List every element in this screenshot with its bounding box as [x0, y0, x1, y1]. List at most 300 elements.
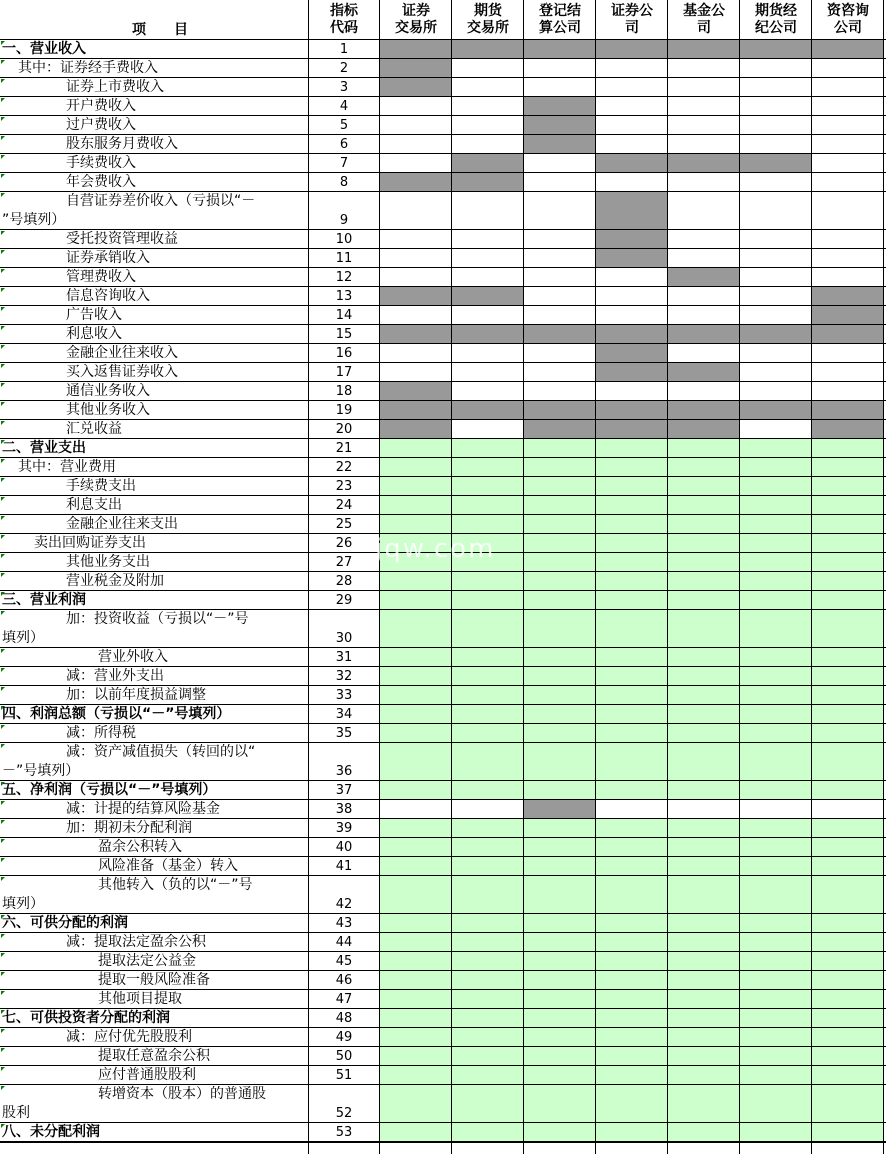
data-cell-r50-c1[interactable]	[380, 1047, 452, 1066]
data-cell-r2-c2[interactable]	[452, 59, 524, 78]
data-cell-r34-c2[interactable]	[452, 705, 524, 724]
data-cell-r10-c6[interactable]	[740, 230, 812, 249]
data-cell-r22-c6[interactable]	[740, 458, 812, 477]
data-cell-r34-c1[interactable]	[380, 705, 452, 724]
data-cell-r4-c4[interactable]	[596, 97, 668, 116]
data-cell-r49-c3[interactable]	[524, 1028, 596, 1047]
data-cell-r40-c6[interactable]	[740, 838, 812, 857]
data-cell-r45-c6[interactable]	[740, 952, 812, 971]
data-cell-r19-c3[interactable]	[524, 401, 596, 420]
data-cell-r5-c6[interactable]	[740, 116, 812, 135]
data-cell-r47-c4[interactable]	[596, 990, 668, 1009]
data-cell-r31-c6[interactable]	[740, 648, 812, 667]
data-cell-r21-c3[interactable]	[524, 439, 596, 458]
data-cell-r6-c2[interactable]	[452, 135, 524, 154]
data-cell-r12-c2[interactable]	[452, 268, 524, 287]
data-cell-r30-c7[interactable]	[812, 610, 884, 648]
data-cell-r9-c3[interactable]	[524, 192, 596, 230]
data-cell-r41-c4[interactable]	[596, 857, 668, 876]
data-cell-r14-c4[interactable]	[596, 306, 668, 325]
data-cell-r13-c3[interactable]	[524, 287, 596, 306]
data-cell-r29-c6[interactable]	[740, 591, 812, 610]
data-cell-r37-c2[interactable]	[452, 781, 524, 800]
data-cell-r46-c5[interactable]	[668, 971, 740, 990]
data-cell-r39-c4[interactable]	[596, 819, 668, 838]
data-cell-r16-c1[interactable]	[380, 344, 452, 363]
data-cell-r38-c6[interactable]	[740, 800, 812, 819]
data-cell-r32-c3[interactable]	[524, 667, 596, 686]
data-cell-r11-c7[interactable]	[812, 249, 884, 268]
data-cell-r39-c6[interactable]	[740, 819, 812, 838]
data-cell-r3-c6[interactable]	[740, 78, 812, 97]
data-cell-r23-c7[interactable]	[812, 477, 884, 496]
data-cell-r7-c1[interactable]	[380, 154, 452, 173]
data-cell-r41-c6[interactable]	[740, 857, 812, 876]
data-cell-r41-c7[interactable]	[812, 857, 884, 876]
data-cell-r2-c5[interactable]	[668, 59, 740, 78]
data-cell-r15-c7[interactable]	[812, 325, 884, 344]
data-cell-r53-c3[interactable]	[524, 1123, 596, 1142]
data-cell-r53-c5[interactable]	[668, 1123, 740, 1142]
data-cell-r33-c6[interactable]	[740, 686, 812, 705]
data-cell-r21-c7[interactable]	[812, 439, 884, 458]
data-cell-r10-c5[interactable]	[668, 230, 740, 249]
data-cell-r48-c1[interactable]	[380, 1009, 452, 1028]
data-cell-r30-c2[interactable]	[452, 610, 524, 648]
data-cell-r3-c3[interactable]	[524, 78, 596, 97]
data-cell-r42-c1[interactable]	[380, 876, 452, 914]
data-cell-r12-c4[interactable]	[596, 268, 668, 287]
data-cell-r8-c2[interactable]	[452, 173, 524, 192]
data-cell-r11-c6[interactable]	[740, 249, 812, 268]
data-cell-r26-c3[interactable]	[524, 534, 596, 553]
data-cell-r25-c7[interactable]	[812, 515, 884, 534]
data-cell-r27-c5[interactable]	[668, 553, 740, 572]
data-cell-r16-c4[interactable]	[596, 344, 668, 363]
data-cell-r35-c7[interactable]	[812, 724, 884, 743]
data-cell-r27-c3[interactable]	[524, 553, 596, 572]
data-cell-r20-c2[interactable]	[452, 420, 524, 439]
data-cell-r29-c1[interactable]	[380, 591, 452, 610]
data-cell-r34-c6[interactable]	[740, 705, 812, 724]
data-cell-r36-c2[interactable]	[452, 743, 524, 781]
data-cell-r52-c1[interactable]	[380, 1085, 452, 1123]
data-cell-r41-c3[interactable]	[524, 857, 596, 876]
data-cell-r3-c5[interactable]	[668, 78, 740, 97]
data-cell-r29-c4[interactable]	[596, 591, 668, 610]
data-cell-r37-c3[interactable]	[524, 781, 596, 800]
data-cell-r14-c7[interactable]	[812, 306, 884, 325]
data-cell-r45-c5[interactable]	[668, 952, 740, 971]
data-cell-r32-c1[interactable]	[380, 667, 452, 686]
data-cell-r8-c4[interactable]	[596, 173, 668, 192]
data-cell-r2-c6[interactable]	[740, 59, 812, 78]
data-cell-r51-c6[interactable]	[740, 1066, 812, 1085]
data-cell-r1-c5[interactable]	[668, 40, 740, 59]
data-cell-r50-c2[interactable]	[452, 1047, 524, 1066]
data-cell-r13-c7[interactable]	[812, 287, 884, 306]
data-cell-r6-c5[interactable]	[668, 135, 740, 154]
data-cell-r4-c7[interactable]	[812, 97, 884, 116]
data-cell-r24-c1[interactable]	[380, 496, 452, 515]
data-cell-r43-c2[interactable]	[452, 914, 524, 933]
data-cell-r50-c5[interactable]	[668, 1047, 740, 1066]
data-cell-r37-c7[interactable]	[812, 781, 884, 800]
data-cell-r39-c7[interactable]	[812, 819, 884, 838]
data-cell-r28-c7[interactable]	[812, 572, 884, 591]
data-cell-r43-c5[interactable]	[668, 914, 740, 933]
data-cell-r53-c7[interactable]	[812, 1123, 884, 1142]
data-cell-r22-c2[interactable]	[452, 458, 524, 477]
data-cell-r22-c5[interactable]	[668, 458, 740, 477]
data-cell-r11-c1[interactable]	[380, 249, 452, 268]
data-cell-r8-c7[interactable]	[812, 173, 884, 192]
data-cell-r29-c2[interactable]	[452, 591, 524, 610]
data-cell-r34-c4[interactable]	[596, 705, 668, 724]
data-cell-r6-c4[interactable]	[596, 135, 668, 154]
data-cell-r14-c1[interactable]	[380, 306, 452, 325]
data-cell-r28-c4[interactable]	[596, 572, 668, 591]
data-cell-r2-c1[interactable]	[380, 59, 452, 78]
data-cell-r30-c6[interactable]	[740, 610, 812, 648]
data-cell-r33-c3[interactable]	[524, 686, 596, 705]
data-cell-r30-c1[interactable]	[380, 610, 452, 648]
data-cell-r14-c6[interactable]	[740, 306, 812, 325]
data-cell-r30-c5[interactable]	[668, 610, 740, 648]
data-cell-r43-c1[interactable]	[380, 914, 452, 933]
data-cell-r44-c7[interactable]	[812, 933, 884, 952]
data-cell-r15-c3[interactable]	[524, 325, 596, 344]
data-cell-r20-c3[interactable]	[524, 420, 596, 439]
data-cell-r4-c1[interactable]	[380, 97, 452, 116]
data-cell-r11-c2[interactable]	[452, 249, 524, 268]
data-cell-r32-c5[interactable]	[668, 667, 740, 686]
data-cell-r16-c6[interactable]	[740, 344, 812, 363]
data-cell-r1-c1[interactable]	[380, 40, 452, 59]
data-cell-r53-c6[interactable]	[740, 1123, 812, 1142]
data-cell-r34-c5[interactable]	[668, 705, 740, 724]
data-cell-r50-c3[interactable]	[524, 1047, 596, 1066]
data-cell-r31-c1[interactable]	[380, 648, 452, 667]
data-cell-r39-c1[interactable]	[380, 819, 452, 838]
data-cell-r16-c5[interactable]	[668, 344, 740, 363]
data-cell-r18-c5[interactable]	[668, 382, 740, 401]
data-cell-r12-c6[interactable]	[740, 268, 812, 287]
data-cell-r23-c1[interactable]	[380, 477, 452, 496]
data-cell-r41-c5[interactable]	[668, 857, 740, 876]
data-cell-r32-c7[interactable]	[812, 667, 884, 686]
data-cell-r25-c4[interactable]	[596, 515, 668, 534]
data-cell-r39-c5[interactable]	[668, 819, 740, 838]
data-cell-r47-c5[interactable]	[668, 990, 740, 1009]
data-cell-r28-c6[interactable]	[740, 572, 812, 591]
data-cell-r7-c3[interactable]	[524, 154, 596, 173]
data-cell-r17-c5[interactable]	[668, 363, 740, 382]
data-cell-r14-c3[interactable]	[524, 306, 596, 325]
data-cell-r17-c1[interactable]	[380, 363, 452, 382]
data-cell-r27-c4[interactable]	[596, 553, 668, 572]
data-cell-r12-c5[interactable]	[668, 268, 740, 287]
data-cell-r30-c4[interactable]	[596, 610, 668, 648]
data-cell-r34-c7[interactable]	[812, 705, 884, 724]
data-cell-r23-c5[interactable]	[668, 477, 740, 496]
data-cell-r28-c5[interactable]	[668, 572, 740, 591]
data-cell-r37-c1[interactable]	[380, 781, 452, 800]
data-cell-r25-c6[interactable]	[740, 515, 812, 534]
data-cell-r31-c2[interactable]	[452, 648, 524, 667]
data-cell-r41-c2[interactable]	[452, 857, 524, 876]
data-cell-r43-c7[interactable]	[812, 914, 884, 933]
data-cell-r53-c2[interactable]	[452, 1123, 524, 1142]
data-cell-r31-c4[interactable]	[596, 648, 668, 667]
data-cell-r15-c6[interactable]	[740, 325, 812, 344]
data-cell-r18-c2[interactable]	[452, 382, 524, 401]
data-cell-r32-c4[interactable]	[596, 667, 668, 686]
data-cell-r35-c5[interactable]	[668, 724, 740, 743]
data-cell-r37-c6[interactable]	[740, 781, 812, 800]
data-cell-r11-c5[interactable]	[668, 249, 740, 268]
data-cell-r36-c3[interactable]	[524, 743, 596, 781]
data-cell-r21-c6[interactable]	[740, 439, 812, 458]
data-cell-r15-c2[interactable]	[452, 325, 524, 344]
data-cell-r49-c6[interactable]	[740, 1028, 812, 1047]
data-cell-r40-c7[interactable]	[812, 838, 884, 857]
data-cell-r7-c7[interactable]	[812, 154, 884, 173]
data-cell-r12-c7[interactable]	[812, 268, 884, 287]
data-cell-r9-c5[interactable]	[668, 192, 740, 230]
data-cell-r42-c7[interactable]	[812, 876, 884, 914]
data-cell-r23-c2[interactable]	[452, 477, 524, 496]
data-cell-r45-c1[interactable]	[380, 952, 452, 971]
data-cell-r5-c1[interactable]	[380, 116, 452, 135]
data-cell-r16-c3[interactable]	[524, 344, 596, 363]
data-cell-r9-c1[interactable]	[380, 192, 452, 230]
data-cell-r8-c3[interactable]	[524, 173, 596, 192]
data-cell-r16-c7[interactable]	[812, 344, 884, 363]
data-cell-r39-c2[interactable]	[452, 819, 524, 838]
data-cell-r35-c4[interactable]	[596, 724, 668, 743]
data-cell-r26-c5[interactable]	[668, 534, 740, 553]
data-cell-r46-c2[interactable]	[452, 971, 524, 990]
data-cell-r52-c7[interactable]	[812, 1085, 884, 1123]
data-cell-r12-c1[interactable]	[380, 268, 452, 287]
data-cell-r13-c1[interactable]	[380, 287, 452, 306]
data-cell-r51-c3[interactable]	[524, 1066, 596, 1085]
data-cell-r22-c1[interactable]	[380, 458, 452, 477]
data-cell-r31-c3[interactable]	[524, 648, 596, 667]
data-cell-r22-c4[interactable]	[596, 458, 668, 477]
data-cell-r9-c6[interactable]	[740, 192, 812, 230]
data-cell-r3-c4[interactable]	[596, 78, 668, 97]
data-cell-r40-c2[interactable]	[452, 838, 524, 857]
data-cell-r45-c3[interactable]	[524, 952, 596, 971]
data-cell-r40-c4[interactable]	[596, 838, 668, 857]
data-cell-r10-c2[interactable]	[452, 230, 524, 249]
data-cell-r1-c6[interactable]	[740, 40, 812, 59]
data-cell-r52-c4[interactable]	[596, 1085, 668, 1123]
data-cell-r13-c4[interactable]	[596, 287, 668, 306]
data-cell-r13-c6[interactable]	[740, 287, 812, 306]
data-cell-r22-c3[interactable]	[524, 458, 596, 477]
data-cell-r41-c1[interactable]	[380, 857, 452, 876]
data-cell-r35-c1[interactable]	[380, 724, 452, 743]
data-cell-r11-c4[interactable]	[596, 249, 668, 268]
data-cell-r21-c2[interactable]	[452, 439, 524, 458]
data-cell-r40-c5[interactable]	[668, 838, 740, 857]
data-cell-r51-c2[interactable]	[452, 1066, 524, 1085]
data-cell-r48-c5[interactable]	[668, 1009, 740, 1028]
data-cell-r47-c6[interactable]	[740, 990, 812, 1009]
data-cell-r52-c5[interactable]	[668, 1085, 740, 1123]
data-cell-r47-c7[interactable]	[812, 990, 884, 1009]
data-cell-r25-c5[interactable]	[668, 515, 740, 534]
data-cell-r20-c4[interactable]	[596, 420, 668, 439]
data-cell-r8-c1[interactable]	[380, 173, 452, 192]
data-cell-r15-c4[interactable]	[596, 325, 668, 344]
data-cell-r6-c3[interactable]	[524, 135, 596, 154]
data-cell-r2-c7[interactable]	[812, 59, 884, 78]
data-cell-r9-c7[interactable]	[812, 192, 884, 230]
data-cell-r18-c1[interactable]	[380, 382, 452, 401]
data-cell-r46-c4[interactable]	[596, 971, 668, 990]
data-cell-r19-c4[interactable]	[596, 401, 668, 420]
data-cell-r43-c6[interactable]	[740, 914, 812, 933]
data-cell-r24-c4[interactable]	[596, 496, 668, 515]
data-cell-r25-c3[interactable]	[524, 515, 596, 534]
data-cell-r48-c6[interactable]	[740, 1009, 812, 1028]
data-cell-r24-c5[interactable]	[668, 496, 740, 515]
data-cell-r6-c6[interactable]	[740, 135, 812, 154]
data-cell-r20-c6[interactable]	[740, 420, 812, 439]
data-cell-r40-c1[interactable]	[380, 838, 452, 857]
data-cell-r23-c3[interactable]	[524, 477, 596, 496]
data-cell-r18-c3[interactable]	[524, 382, 596, 401]
data-cell-r19-c2[interactable]	[452, 401, 524, 420]
data-cell-r45-c2[interactable]	[452, 952, 524, 971]
data-cell-r52-c2[interactable]	[452, 1085, 524, 1123]
data-cell-r14-c2[interactable]	[452, 306, 524, 325]
data-cell-r33-c7[interactable]	[812, 686, 884, 705]
data-cell-r33-c1[interactable]	[380, 686, 452, 705]
data-cell-r36-c5[interactable]	[668, 743, 740, 781]
data-cell-r10-c7[interactable]	[812, 230, 884, 249]
data-cell-r10-c4[interactable]	[596, 230, 668, 249]
data-cell-r33-c2[interactable]	[452, 686, 524, 705]
data-cell-r24-c6[interactable]	[740, 496, 812, 515]
data-cell-r38-c4[interactable]	[596, 800, 668, 819]
data-cell-r24-c7[interactable]	[812, 496, 884, 515]
data-cell-r21-c5[interactable]	[668, 439, 740, 458]
data-cell-r28-c3[interactable]	[524, 572, 596, 591]
data-cell-r5-c4[interactable]	[596, 116, 668, 135]
data-cell-r3-c1[interactable]	[380, 78, 452, 97]
data-cell-r44-c2[interactable]	[452, 933, 524, 952]
data-cell-r44-c4[interactable]	[596, 933, 668, 952]
data-cell-r9-c2[interactable]	[452, 192, 524, 230]
data-cell-r39-c3[interactable]	[524, 819, 596, 838]
data-cell-r28-c2[interactable]	[452, 572, 524, 591]
data-cell-r26-c7[interactable]	[812, 534, 884, 553]
data-cell-r36-c1[interactable]	[380, 743, 452, 781]
data-cell-r1-c3[interactable]	[524, 40, 596, 59]
data-cell-r51-c7[interactable]	[812, 1066, 884, 1085]
data-cell-r28-c1[interactable]	[380, 572, 452, 591]
data-cell-r19-c1[interactable]	[380, 401, 452, 420]
data-cell-r35-c3[interactable]	[524, 724, 596, 743]
data-cell-r42-c5[interactable]	[668, 876, 740, 914]
data-cell-r43-c3[interactable]	[524, 914, 596, 933]
data-cell-r17-c3[interactable]	[524, 363, 596, 382]
data-cell-r12-c3[interactable]	[524, 268, 596, 287]
data-cell-r20-c7[interactable]	[812, 420, 884, 439]
data-cell-r45-c4[interactable]	[596, 952, 668, 971]
data-cell-r46-c3[interactable]	[524, 971, 596, 990]
data-cell-r47-c3[interactable]	[524, 990, 596, 1009]
data-cell-r38-c2[interactable]	[452, 800, 524, 819]
data-cell-r38-c7[interactable]	[812, 800, 884, 819]
data-cell-r4-c2[interactable]	[452, 97, 524, 116]
data-cell-r13-c2[interactable]	[452, 287, 524, 306]
data-cell-r47-c2[interactable]	[452, 990, 524, 1009]
data-cell-r17-c6[interactable]	[740, 363, 812, 382]
data-cell-r50-c7[interactable]	[812, 1047, 884, 1066]
data-cell-r29-c5[interactable]	[668, 591, 740, 610]
data-cell-r34-c3[interactable]	[524, 705, 596, 724]
data-cell-r8-c5[interactable]	[668, 173, 740, 192]
data-cell-r49-c4[interactable]	[596, 1028, 668, 1047]
data-cell-r19-c7[interactable]	[812, 401, 884, 420]
data-cell-r42-c6[interactable]	[740, 876, 812, 914]
data-cell-r27-c6[interactable]	[740, 553, 812, 572]
data-cell-r33-c4[interactable]	[596, 686, 668, 705]
data-cell-r17-c2[interactable]	[452, 363, 524, 382]
data-cell-r43-c4[interactable]	[596, 914, 668, 933]
data-cell-r27-c7[interactable]	[812, 553, 884, 572]
data-cell-r4-c3[interactable]	[524, 97, 596, 116]
data-cell-r42-c4[interactable]	[596, 876, 668, 914]
data-cell-r5-c3[interactable]	[524, 116, 596, 135]
data-cell-r32-c6[interactable]	[740, 667, 812, 686]
data-cell-r36-c7[interactable]	[812, 743, 884, 781]
data-cell-r49-c7[interactable]	[812, 1028, 884, 1047]
data-cell-r8-c6[interactable]	[740, 173, 812, 192]
data-cell-r5-c5[interactable]	[668, 116, 740, 135]
data-cell-r47-c1[interactable]	[380, 990, 452, 1009]
data-cell-r44-c3[interactable]	[524, 933, 596, 952]
data-cell-r38-c5[interactable]	[668, 800, 740, 819]
data-cell-r1-c7[interactable]	[812, 40, 884, 59]
data-cell-r49-c1[interactable]	[380, 1028, 452, 1047]
data-cell-r25-c2[interactable]	[452, 515, 524, 534]
data-cell-r4-c6[interactable]	[740, 97, 812, 116]
data-cell-r36-c4[interactable]	[596, 743, 668, 781]
data-cell-r6-c1[interactable]	[380, 135, 452, 154]
data-cell-r24-c3[interactable]	[524, 496, 596, 515]
data-cell-r37-c4[interactable]	[596, 781, 668, 800]
data-cell-r7-c6[interactable]	[740, 154, 812, 173]
data-cell-r15-c1[interactable]	[380, 325, 452, 344]
data-cell-r14-c5[interactable]	[668, 306, 740, 325]
data-cell-r37-c5[interactable]	[668, 781, 740, 800]
data-cell-r15-c5[interactable]	[668, 325, 740, 344]
data-cell-r11-c3[interactable]	[524, 249, 596, 268]
data-cell-r7-c5[interactable]	[668, 154, 740, 173]
data-cell-r32-c2[interactable]	[452, 667, 524, 686]
data-cell-r6-c7[interactable]	[812, 135, 884, 154]
data-cell-r1-c2[interactable]	[452, 40, 524, 59]
data-cell-r1-c4[interactable]	[596, 40, 668, 59]
data-cell-r21-c4[interactable]	[596, 439, 668, 458]
